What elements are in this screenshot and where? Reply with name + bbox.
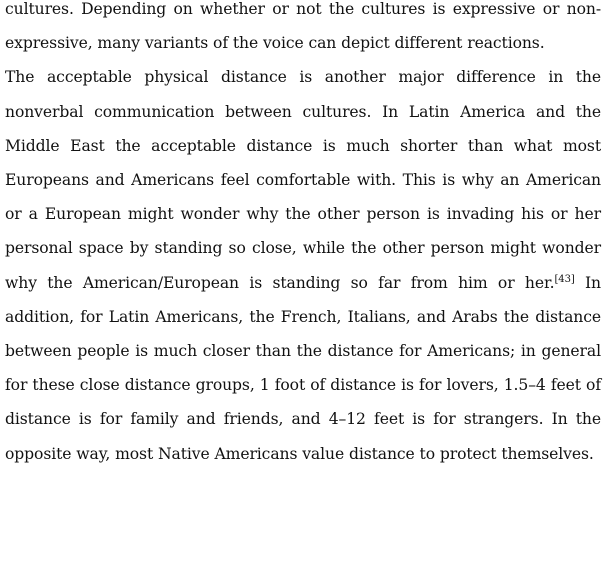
paragraph-physical-distance (5, 60, 601, 470)
paragraph-text: cultures. Depending on whether or not the cultures is expressive or non-expressive, many variants of the voice can depict different reactions. (5, 0, 601, 53)
citation-link[interactable]: [43] (554, 273, 575, 285)
paragraph-text-part-2: In addition, for Latin Americans, the French, Italians, and Arabs the distance between people is much closer than the distance for Americans; in general for these close distance groups, 1 foot of distance is for lovers, 1.5–4 feet of distance is for family and friends, and 4–12 feet is for strangers. In the opposite way, most Native Americans value distance to protect themselves. (5, 273, 601, 463)
paragraph-text-part-1: The acceptable physical distance is another major difference in the nonverbal communication between cultures. In Latin America and the Middle East the acceptable distance is much shorter than what most Europeans and Americans feel comfortable with. This is why an American or a European might wonder why the other person is invading his or her personal space by standing so close, while the other person might wonder why the American/European is standing so far from him or her. (5, 68, 601, 292)
document-page (5, 0, 601, 471)
paragraph-voice-variants (5, 0, 601, 60)
